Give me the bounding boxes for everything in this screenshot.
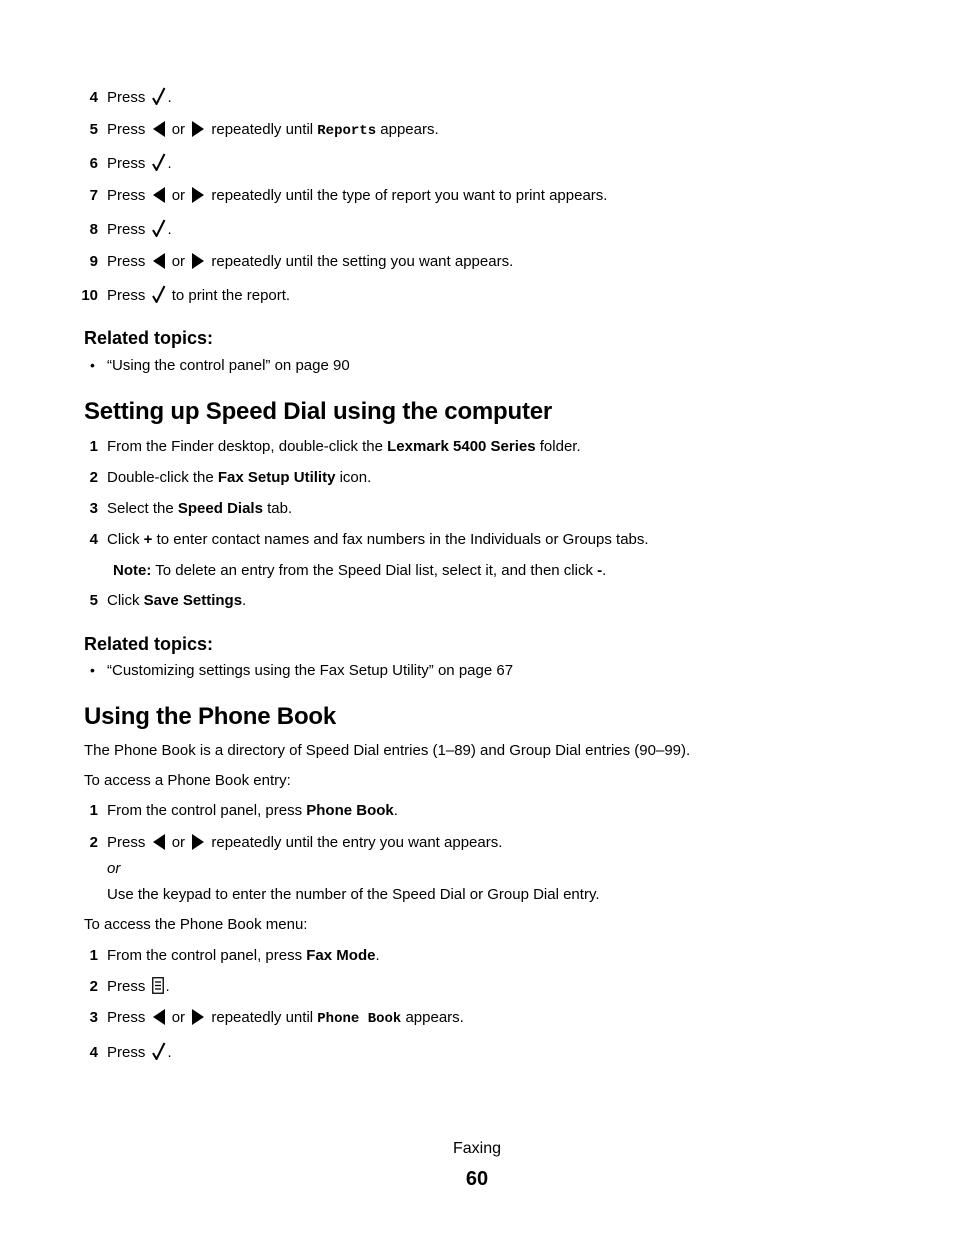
ui-label: Phone Book [306, 802, 394, 819]
step-text: . [393, 802, 398, 819]
section-heading: Using the Phone Book [84, 703, 337, 730]
related-topics-heading: Related topics: [84, 634, 214, 654]
right-arrow-icon [191, 121, 205, 137]
note [113, 560, 606, 582]
checkmark-icon [152, 1042, 166, 1060]
step-text: or [171, 187, 186, 204]
step-text: repeatedly until the type of report you want to print appears. [211, 187, 608, 204]
related-topic-item [90, 354, 350, 377]
step-text: icon. [339, 469, 372, 486]
left-arrow-icon [152, 187, 166, 203]
checkmark-icon [152, 285, 166, 303]
step-number: 5 [89, 592, 98, 609]
step-text: From the control panel, press [107, 947, 303, 964]
step-text: appears. [405, 1009, 464, 1026]
checkmark-icon [152, 219, 166, 237]
step-text: Press [107, 221, 146, 238]
step-text: repeatedly until [211, 1009, 314, 1026]
step-text: or [171, 121, 186, 138]
step-text: Press [107, 121, 146, 138]
step-text: or [171, 1009, 186, 1026]
step-text: . [375, 947, 380, 964]
related-topic-link[interactable]: “Using the control panel” on page 90 [107, 357, 350, 374]
step-number: 4 [89, 531, 98, 548]
menu-icon [152, 977, 164, 994]
step-text: or [171, 253, 186, 270]
step-number: 3 [89, 1009, 98, 1026]
left-arrow-icon [152, 1009, 166, 1025]
step-text: . [167, 221, 172, 238]
step-text: repeatedly until [211, 121, 314, 138]
bullet-icon: • [90, 357, 95, 373]
step-text: Press [107, 89, 146, 106]
step-text: Click [107, 592, 140, 609]
step-text: to enter contact names and fax numbers in the Individuals or Groups tabs. [156, 531, 649, 548]
paragraph: To access a Phone Book entry: [84, 772, 291, 789]
step-text: . [242, 592, 247, 609]
note-label: Note: [113, 562, 152, 579]
step-text: folder. [539, 438, 581, 455]
step-text: Select the [107, 500, 174, 517]
step-text: Press [107, 834, 146, 851]
right-arrow-icon [191, 253, 205, 269]
section-heading: Setting up Speed Dial using the computer [84, 398, 553, 425]
step-text: Press [107, 155, 146, 172]
step-text: . [165, 978, 170, 995]
step-text: to print the report. [171, 287, 291, 304]
step-number: 4 [89, 1044, 98, 1061]
step-number: 10 [81, 287, 98, 304]
step-text: Click [107, 531, 140, 548]
step-text: or [171, 834, 186, 851]
checkmark-icon [152, 87, 166, 105]
ui-label: - [597, 562, 603, 579]
step-text: Use the keypad to enter the number of the Speed Dial or Group Dial entry. [107, 886, 600, 903]
paragraph: To access the Phone Book menu: [84, 916, 308, 933]
step-number: 2 [89, 469, 98, 486]
ui-label: + [143, 531, 153, 548]
step-number: 2 [89, 834, 98, 851]
step-number: 3 [89, 500, 98, 517]
right-arrow-icon [191, 1009, 205, 1025]
ui-label: Fax Mode [306, 947, 376, 964]
step-text: appears. [380, 121, 439, 138]
note-text: To delete an entry from the Speed Dial list, select it, and then click [155, 562, 593, 579]
step-number: 6 [89, 155, 98, 172]
step-text: Double-click the [107, 469, 214, 486]
checkmark-icon [152, 153, 166, 171]
step-text: Press [107, 1009, 146, 1026]
display-text: Reports [317, 123, 377, 139]
step-text: From the Finder desktop, double-click the [107, 438, 383, 455]
note-text: . [602, 562, 607, 579]
paragraph: The Phone Book is a directory of Speed Dial entries (1–89) and Group Dial entries (90–99). [84, 742, 691, 759]
step-text: Press [107, 978, 146, 995]
display-text: Phone Book [317, 1011, 402, 1027]
step-text: Press [107, 253, 146, 270]
ui-label: Fax Setup Utility [217, 469, 336, 486]
page-number: 60 [465, 1168, 489, 1190]
step-text: repeatedly until the setting you want appears. [211, 253, 514, 270]
left-arrow-icon [152, 121, 166, 137]
step-text: . [167, 155, 172, 172]
ui-label: Save Settings [143, 592, 243, 609]
step-text: . [167, 1044, 172, 1061]
step-number: 7 [89, 187, 98, 204]
step-number: 5 [89, 121, 98, 138]
step-number: 1 [89, 802, 98, 819]
step-number: 2 [89, 978, 98, 995]
or-separator: or [107, 860, 121, 877]
left-arrow-icon [152, 253, 166, 269]
ui-label: Speed Dials [177, 500, 263, 517]
bullet-icon: • [90, 662, 95, 678]
footer-section-label: Faxing [452, 1140, 502, 1157]
related-topic-link[interactable]: “Customizing settings using the Fax Setup Utility” on page 67 [107, 662, 514, 679]
step-number: 4 [89, 89, 98, 106]
step-text: . [167, 89, 172, 106]
ui-label: Lexmark 5400 Series [387, 438, 536, 455]
right-arrow-icon [191, 834, 205, 850]
step-number: 1 [89, 438, 98, 455]
left-arrow-icon [152, 834, 166, 850]
step-text: Press [107, 1044, 146, 1061]
step-text: Press [107, 187, 146, 204]
related-topic-item [90, 659, 513, 682]
step-number: 8 [89, 221, 98, 238]
step-number: 9 [89, 253, 98, 270]
step-text: From the control panel, press [107, 802, 303, 819]
step-text: repeatedly until the entry you want appears. [211, 834, 503, 851]
right-arrow-icon [191, 187, 205, 203]
related-topics-heading: Related topics: [84, 328, 214, 348]
step-text: tab. [267, 500, 293, 517]
step-text: Press [107, 287, 146, 304]
step-number: 1 [89, 947, 98, 964]
